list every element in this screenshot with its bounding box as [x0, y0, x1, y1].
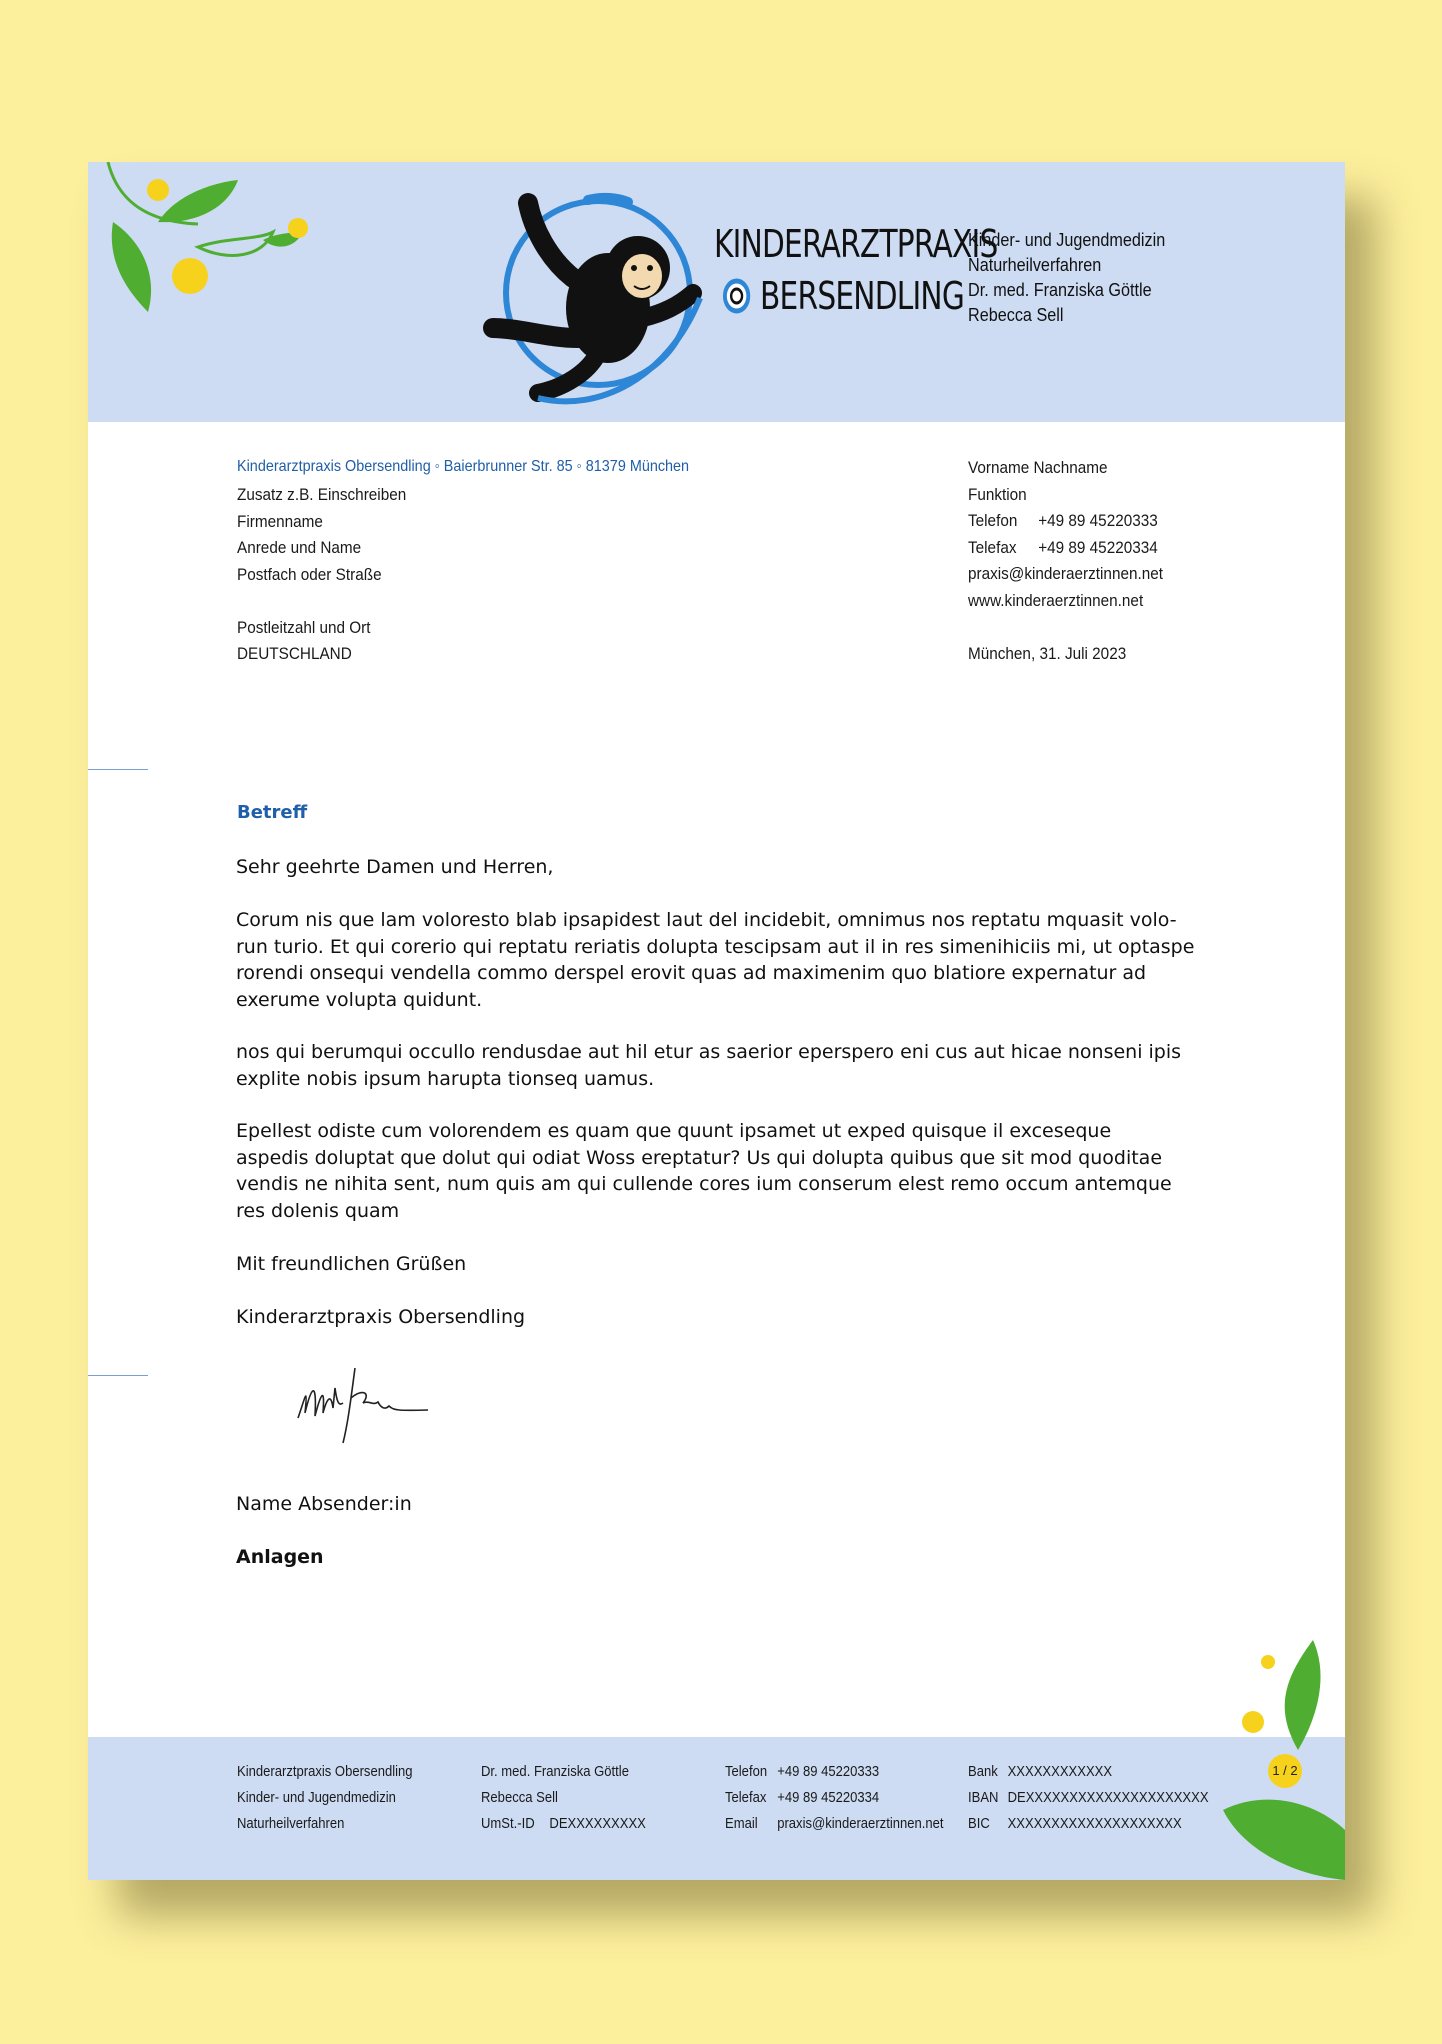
paragraph-2	[236, 1039, 1196, 1092]
attachments-label: Anlagen	[236, 1546, 324, 1568]
page-number-badge: 1 / 2	[1268, 1754, 1302, 1788]
footer-bic	[968, 1811, 1209, 1837]
brand-line-2-text: BERSENDLING	[760, 274, 965, 318]
bank-label: Bank	[968, 1764, 998, 1780]
paragraph-line: aspedis doluptat que dolut qui odiat Woss ereptatur? Us qui dolupta quibus que sit mod quoditae	[236, 1146, 1163, 1169]
letter-date: München, 31. Juli 2023	[968, 643, 1127, 663]
footer-phone	[725, 1759, 944, 1785]
footer-line: Naturheilverfahren	[237, 1816, 345, 1832]
footer-fax-value: +49 89 45220334	[777, 1790, 880, 1806]
footer-email-value: praxis@kinderaerztinnen.net	[777, 1816, 944, 1832]
paragraph-line: Corum nis que lam voloresto blab ipsapidest laut del incidebit, omnimus nos reptatu mquasit volo-	[236, 909, 1177, 931]
footer-line: Kinderarztpraxis Obersendling	[237, 1764, 413, 1780]
contact-phone	[968, 508, 1163, 535]
phone-value: +49 89 45220333	[1038, 511, 1158, 530]
contact-web: www.kinderaerztinnen.net	[968, 590, 1144, 610]
salutation: Sehr geehrte Damen und Herren,	[236, 856, 554, 878]
contact-spacer	[968, 614, 1163, 641]
iban-value: DEXXXXXXXXXXXXXXXXXXXXX	[1007, 1790, 1209, 1806]
paragraph-line: nos qui berumqui occullo rendusdae aut hil etur as saerior eperspero eni cus aut hicae nonseni ipis	[236, 1041, 1182, 1063]
brand-line-1: KINDERARZTPRAXIS	[714, 222, 998, 266]
phone-label: Telefon	[968, 511, 1018, 530]
iban-label: IBAN	[968, 1790, 999, 1806]
footer-contact-column	[725, 1759, 944, 1837]
recipient-country: DEUTSCHLAND	[237, 644, 352, 663]
brand-line-2	[760, 274, 964, 318]
recipient-line: Zusatz z.B. Einschreiben	[237, 485, 407, 504]
stethoscope-o-icon	[721, 278, 755, 314]
recipient-city: Postleitzahl und Ort	[237, 617, 371, 637]
footer-bank-column	[968, 1759, 1209, 1837]
contact-function: Funktion	[968, 484, 1027, 504]
recipient-address	[237, 482, 406, 668]
closing: Mit freundlichen Grüßen	[236, 1253, 467, 1275]
footer-line: Rebecca Sell	[481, 1790, 558, 1806]
bic-label: BIC	[968, 1816, 990, 1832]
leaf-decoration-icon	[88, 162, 328, 332]
practice-info-line: Kinder- und Jugendmedizin	[968, 230, 1166, 250]
footer-email-label: Email	[725, 1816, 758, 1832]
practice-info-line: Naturheilverfahren	[968, 255, 1102, 275]
sender-return-line: Kinderarztpraxis Obersendling ◦ Baierbrunner Str. 85 ◦ 81379 München	[237, 458, 690, 475]
footer-vat	[481, 1811, 646, 1837]
contact-fax	[968, 535, 1163, 562]
fold-mark-top	[88, 769, 148, 770]
footer-phone-label: Telefon	[725, 1764, 768, 1780]
footer-bank	[968, 1759, 1209, 1785]
footer-phone-value: +49 89 45220333	[777, 1764, 880, 1780]
fold-mark-bottom	[88, 1375, 148, 1376]
footer-company-column	[237, 1759, 413, 1837]
footer-email	[725, 1811, 944, 1837]
closing-company: Kinderarztpraxis Obersendling	[236, 1306, 526, 1328]
paragraph-line: Epellest odiste cum volorendem es quam que quunt ipsamet ut exped quisque il exceseque	[236, 1120, 1112, 1142]
paragraph-line: explite nobis ipsum harupta tionseq uamus.	[236, 1067, 655, 1090]
recipient-line: Anrede und Name	[237, 538, 362, 557]
bic-value: XXXXXXXXXXXXXXXXXXXX	[1007, 1816, 1182, 1832]
paragraph-1	[236, 907, 1196, 1013]
practice-info	[968, 228, 1165, 328]
footer-people-column	[481, 1759, 646, 1837]
fax-value: +49 89 45220334	[1038, 537, 1158, 557]
letter-sheet	[88, 162, 1345, 1880]
recipient-spacer	[237, 588, 406, 615]
footer-iban	[968, 1785, 1209, 1811]
fax-label: Telefax	[968, 537, 1017, 557]
signature-icon	[293, 1358, 433, 1448]
practice-info-line: Dr. med. Franziska Göttle	[968, 280, 1152, 300]
vat-value: DEXXXXXXXXX	[549, 1816, 646, 1832]
recipient-line: Postfach oder Straße	[237, 564, 382, 584]
monkey-logo-icon	[478, 188, 728, 408]
contact-name: Vorname Nachname	[968, 458, 1108, 477]
vat-label: UmSt.-ID	[481, 1816, 535, 1832]
paragraph-3	[236, 1118, 1196, 1224]
bank-value: XXXXXXXXXXXX	[1007, 1764, 1113, 1780]
paragraph-line: res dolenis quam	[236, 1199, 400, 1222]
footer-fax	[725, 1785, 944, 1811]
paragraph-line: rorendi onsequi vendella commo derspel erovit quas ad maximenim quo blatiore expernatur ad	[236, 962, 1147, 984]
paragraph-line: exerume volupta quidunt.	[236, 988, 483, 1011]
footer-line: Dr. med. Franziska Göttle	[481, 1764, 629, 1780]
footer-line: Kinder- und Jugendmedizin	[237, 1790, 396, 1806]
sender-name: Name Absender:in	[236, 1493, 412, 1515]
footer-fax-label: Telefax	[725, 1790, 767, 1806]
letter-subject: Betreff	[237, 802, 308, 823]
paragraph-line: run turio. Et qui corerio qui reptatu reriatis dolupta tescipsam aut il in res simenihiciis mi, ut optaspe	[236, 935, 1195, 958]
contact-email: praxis@kinderaerztinnen.net	[968, 564, 1163, 583]
practice-info-line: Rebecca Sell	[968, 305, 1064, 325]
paragraph-line: vendis ne nihita sent, num quis am qui cullende cores ium conserum elest remo occum antemque	[236, 1173, 1172, 1195]
recipient-line: Firmenname	[237, 511, 323, 531]
contact-block	[968, 455, 1163, 667]
